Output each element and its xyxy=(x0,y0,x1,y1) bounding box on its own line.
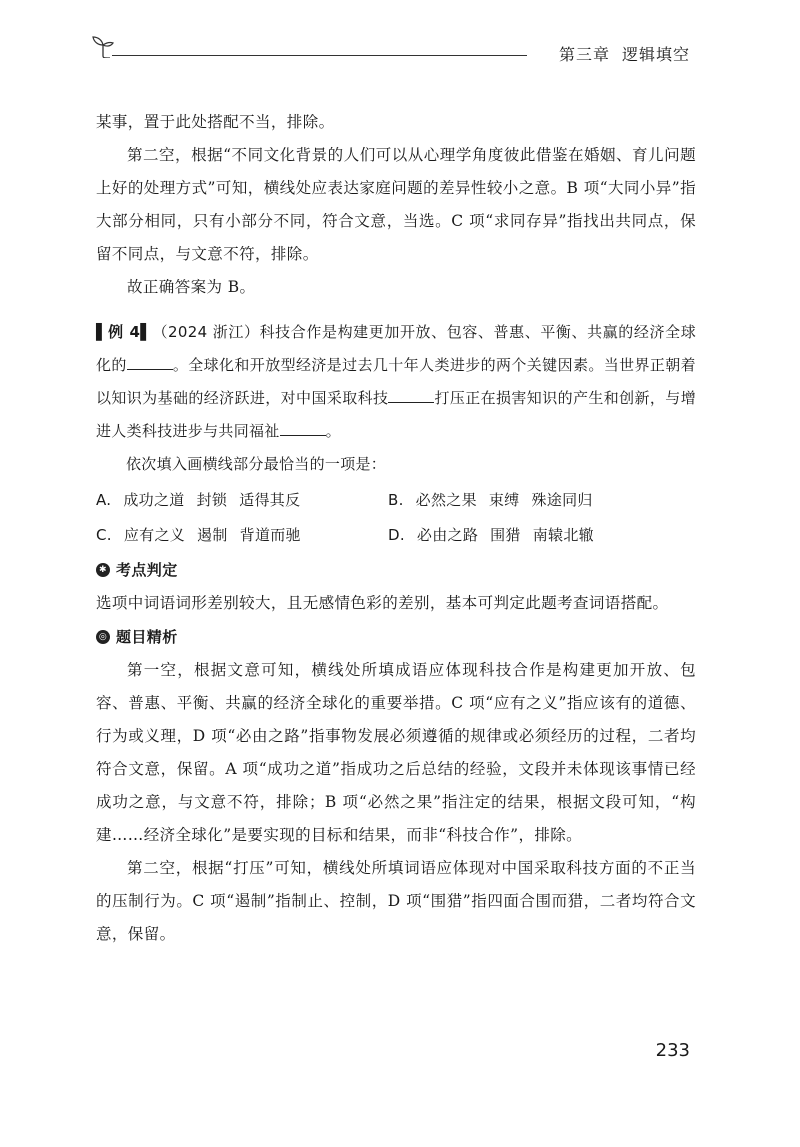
gear-icon: ✱ xyxy=(96,563,110,577)
example-question xyxy=(96,316,696,448)
paragraph: 故正确答案为 B。 xyxy=(127,278,256,296)
blank-1 xyxy=(127,355,173,370)
paragraph: 某事，置于此处搭配不当，排除。 xyxy=(96,113,335,131)
example-text-3: 打压正在损害知识的产生和创新，与增进人类科技进步与共同福祉 xyxy=(96,389,696,440)
option-d: D. 必由之路 围猎 南辕北辙 xyxy=(388,526,594,544)
example-source: （2024 浙江） xyxy=(152,323,260,341)
blank-2 xyxy=(388,388,434,403)
target-icon: ◎ xyxy=(96,630,110,644)
kaodian-heading: ✱ 考点判定 xyxy=(96,553,696,587)
question-prompt: 依次填入画横线部分最恰当的一项是： xyxy=(126,455,387,473)
option-b: B. 必然之果 束缚 殊途同归 xyxy=(388,491,593,509)
header-rule xyxy=(112,55,527,56)
example-text-2: 。全球化和开放型经济是过去几十年人类进步的两个关键因素。当世界正朝着以知识为基础的经济跃进，对中国采取科技 xyxy=(96,356,696,407)
option-a: A. 成功之道 封锁 适得其反 xyxy=(96,491,301,509)
answer-options xyxy=(96,483,696,553)
example-text-1: 科技合作是构建更加开放、包容、普惠、平衡、共赢的经济全球化的 xyxy=(96,323,696,374)
example-text-4: 。 xyxy=(325,422,341,440)
chapter-label: 第三章 xyxy=(558,45,610,64)
blank-3 xyxy=(280,421,326,436)
page-number: 233 xyxy=(655,1040,690,1061)
option-c: C. 应有之义 遏制 背道而驰 xyxy=(96,526,301,544)
example-tag: ▌例 4▌ xyxy=(96,323,153,341)
page-content xyxy=(96,106,696,951)
page-header xyxy=(90,30,690,70)
chapter-title: 逻辑填空 xyxy=(621,45,690,64)
paragraph: 第二空，根据“不同文化背景的人们可以从心理学角度彼此借鉴在婚姻、育儿问题上好的处理方式”可知，横线处应表达家庭问题的差异性较小之意。B 项“大同小异”指大部分相同，只有小部分不同，符合文意，当选。C 项“求同存异”指找出共同点，保留不同点，与文意不符，排除。 xyxy=(96,146,696,263)
jingxi-heading: ◎ 题目精析 xyxy=(96,620,696,654)
header-text xyxy=(547,42,690,65)
jingxi-paragraph-1: 第一空，根据文意可知，横线处所填成语应体现科技合作是构建更加开放、包容、普惠、平衡、共赢的经济全球化的重要举措。C 项“应有之义”指应该有的道德、行为或义理，D 项“必由之路”指事物发展必须遵循的规律或必须经历的过程，二者均符合文意，保留。A 项“成功之道”指成功之后总结的经验，文段并未体现该事情已经成功之意，与文意不符，排除；B 项“必然之果”指注定的结果，根据文段可知，“构建……经济全球化”是要实现的目标和结果，而非“科技合作”，排除。 xyxy=(96,661,696,844)
kaodian-body: 选项中词语词形差别较大，且无感情色彩的差别，基本可判定此题考查词语搭配。 xyxy=(96,594,669,612)
jingxi-paragraph-2: 第二空，根据“打压”可知，横线处所填词语应体现对中国采取科技方面的不正当的压制行为。C 项“遏制”指制止、控制，D 项“围猎”指四面合围而猎，二者均符合文意，保留。 xyxy=(96,859,696,943)
